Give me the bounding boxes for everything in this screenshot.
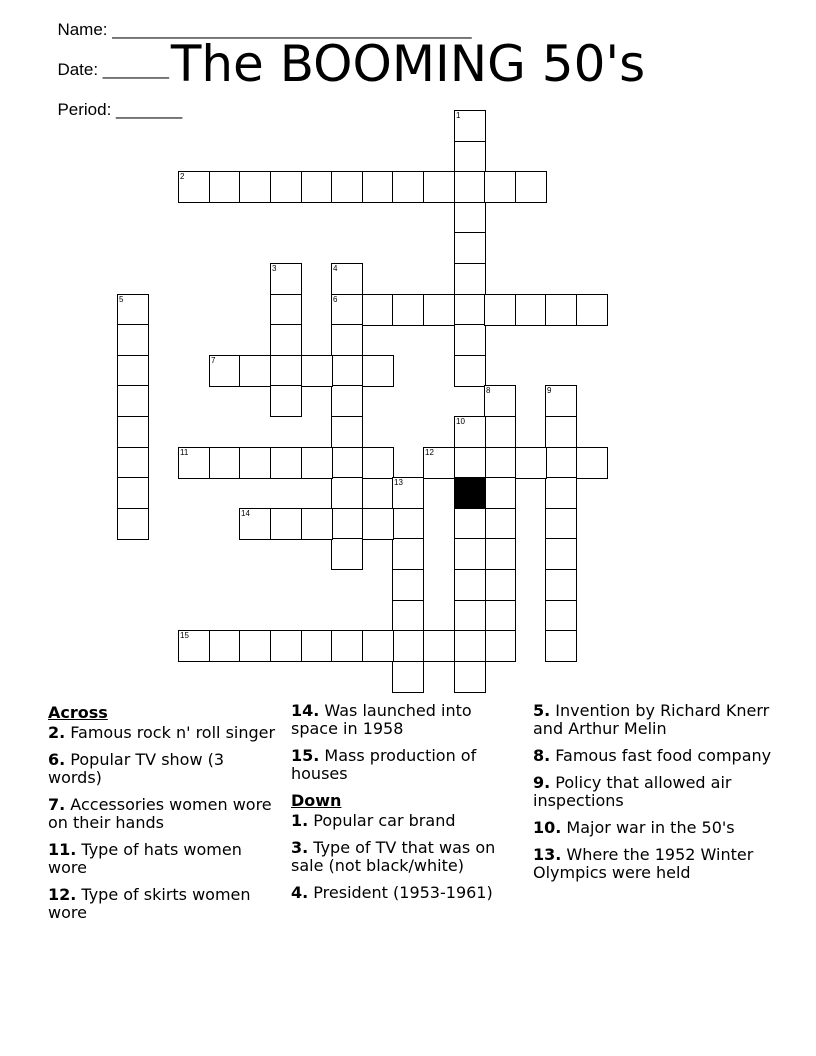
crossword-cell[interactable] bbox=[484, 294, 516, 326]
crossword-cell[interactable] bbox=[545, 630, 577, 662]
clue-number: 10 bbox=[456, 417, 465, 426]
crossword-cell[interactable] bbox=[454, 355, 486, 387]
crossword-cell[interactable] bbox=[454, 324, 486, 356]
crossword-cell[interactable] bbox=[515, 294, 547, 326]
crossword-cell[interactable] bbox=[362, 508, 394, 540]
clue-number: 5 bbox=[119, 295, 124, 304]
clue-number: 2. bbox=[48, 723, 66, 742]
clue-number: 7. bbox=[48, 795, 66, 814]
clue-text: Type of hats women wore bbox=[48, 840, 242, 877]
clue bbox=[291, 702, 521, 738]
clue-text: Popular car brand bbox=[308, 811, 456, 830]
clue-number: 5. bbox=[533, 701, 551, 720]
crossword-cell[interactable] bbox=[331, 294, 363, 326]
crossword-cell[interactable] bbox=[239, 447, 271, 479]
crossword-cell[interactable] bbox=[270, 324, 302, 356]
clue-number: 8. bbox=[533, 746, 551, 765]
clue-number: 7 bbox=[211, 356, 216, 365]
crossword-cell[interactable] bbox=[362, 447, 394, 479]
crossword-cell[interactable] bbox=[270, 447, 302, 479]
crossword-cell[interactable] bbox=[545, 569, 577, 601]
clue-number: 6. bbox=[48, 750, 66, 769]
clue-number: 12. bbox=[48, 885, 77, 904]
crossword-cell[interactable] bbox=[423, 630, 455, 662]
clue bbox=[291, 839, 521, 875]
crossword-cell[interactable] bbox=[576, 294, 608, 326]
crossword-cell[interactable] bbox=[270, 263, 302, 295]
crossword-cell[interactable] bbox=[117, 324, 149, 356]
crossword-cell[interactable] bbox=[301, 447, 333, 479]
crossword-cell[interactable] bbox=[392, 477, 424, 509]
crossword-cell[interactable] bbox=[239, 508, 271, 540]
crossword-cell[interactable] bbox=[117, 416, 149, 448]
across-heading: Across bbox=[48, 703, 108, 722]
crossword-cell[interactable] bbox=[331, 508, 363, 540]
clue bbox=[533, 702, 773, 738]
crossword-cell[interactable] bbox=[392, 294, 424, 326]
crossword-cell[interactable] bbox=[454, 232, 486, 264]
crossword-cell[interactable] bbox=[392, 171, 424, 203]
clue bbox=[291, 884, 521, 902]
crossword-cell[interactable] bbox=[484, 416, 516, 448]
clue-text: Mass production of houses bbox=[291, 746, 477, 783]
crossword-cell[interactable] bbox=[331, 416, 363, 448]
crossword-cell[interactable] bbox=[545, 385, 577, 417]
crossword-cell[interactable] bbox=[209, 355, 241, 387]
clue-text: Type of skirts women wore bbox=[48, 885, 251, 922]
clue bbox=[48, 724, 278, 742]
crossword-cell[interactable] bbox=[545, 538, 577, 570]
crossword-cell[interactable] bbox=[331, 263, 363, 295]
clue-number: 15 bbox=[180, 631, 189, 640]
clues-column-2 bbox=[291, 702, 521, 911]
clue-number: 12 bbox=[425, 448, 434, 457]
crossword-cell[interactable] bbox=[239, 355, 271, 387]
clue-number: 9. bbox=[533, 773, 551, 792]
crossword-cell[interactable] bbox=[392, 630, 424, 662]
crossword-cell[interactable] bbox=[454, 171, 486, 203]
crossword-cell[interactable] bbox=[545, 294, 577, 326]
crossword-cell[interactable] bbox=[545, 416, 577, 448]
crossword-cell[interactable] bbox=[484, 385, 516, 417]
clue-text: Accessories women wore on their hands bbox=[48, 795, 272, 832]
clue-number: 4 bbox=[333, 264, 338, 273]
crossword-cell[interactable] bbox=[178, 447, 210, 479]
crossword-cell[interactable] bbox=[484, 477, 516, 509]
crossword-cell[interactable] bbox=[331, 477, 363, 509]
crossword-cell[interactable] bbox=[454, 661, 486, 693]
crossword-cell[interactable] bbox=[362, 171, 394, 203]
crossword-cell[interactable] bbox=[270, 630, 302, 662]
crossword-cell[interactable] bbox=[331, 538, 363, 570]
crossword-cell[interactable] bbox=[301, 630, 333, 662]
clue-number: 11 bbox=[180, 448, 189, 457]
clue bbox=[48, 841, 278, 877]
crossword-cell[interactable] bbox=[392, 600, 424, 632]
crossword-cell[interactable] bbox=[392, 538, 424, 570]
crossword-cell[interactable] bbox=[270, 355, 302, 387]
clue-number: 4. bbox=[291, 883, 309, 902]
clue-text: Famous fast food company bbox=[550, 746, 772, 765]
crossword-cell[interactable] bbox=[239, 171, 271, 203]
clue bbox=[533, 774, 773, 810]
crossword-cell[interactable] bbox=[209, 171, 241, 203]
crossword-cell[interactable] bbox=[239, 630, 271, 662]
crossword-cell[interactable] bbox=[392, 661, 424, 693]
clue bbox=[533, 747, 773, 765]
crossword-cell[interactable] bbox=[331, 447, 363, 479]
crossword-cell[interactable] bbox=[209, 447, 241, 479]
crossword-cell[interactable] bbox=[270, 294, 302, 326]
clue bbox=[533, 846, 773, 882]
crossword-cell[interactable] bbox=[484, 447, 516, 479]
crossword-cell[interactable] bbox=[301, 171, 333, 203]
period-field-label: Period: _______ bbox=[57, 100, 183, 119]
crossword-cell[interactable] bbox=[545, 447, 577, 479]
crossword-cell[interactable] bbox=[178, 171, 210, 203]
clue bbox=[48, 796, 278, 832]
crossword-cell[interactable] bbox=[545, 600, 577, 632]
clues-column-1 bbox=[48, 702, 278, 931]
crossword-cell[interactable] bbox=[454, 600, 486, 632]
name-field-label: Name: ______________________________________ bbox=[57, 20, 472, 39]
crossword-cell[interactable] bbox=[484, 171, 516, 203]
crossword-cell[interactable] bbox=[454, 508, 486, 540]
crossword-cell[interactable] bbox=[515, 447, 547, 479]
clue bbox=[291, 812, 521, 830]
crossword-cell[interactable] bbox=[270, 171, 302, 203]
crossword-cell[interactable] bbox=[331, 385, 363, 417]
crossword-cell[interactable] bbox=[454, 202, 486, 234]
crossword-cell[interactable] bbox=[331, 355, 363, 387]
clue-text: President (1953-1961) bbox=[308, 883, 493, 902]
crossword-cell[interactable] bbox=[576, 447, 608, 479]
clue-number: 3. bbox=[291, 838, 309, 857]
clue-text: Where the 1952 Winter Olympics were held bbox=[533, 845, 754, 882]
crossword-cell[interactable] bbox=[362, 630, 394, 662]
crossword-cell[interactable] bbox=[545, 477, 577, 509]
crossword-cell[interactable] bbox=[362, 355, 394, 387]
crossword-cell[interactable] bbox=[178, 630, 210, 662]
crossword-cell[interactable] bbox=[117, 294, 149, 326]
clue bbox=[48, 886, 278, 922]
clue-number: 14 bbox=[241, 509, 250, 518]
crossword-cell[interactable] bbox=[454, 263, 486, 295]
crossword-cell[interactable] bbox=[454, 141, 486, 173]
clue-text: Type of TV that was on sale (not black/white) bbox=[291, 838, 496, 875]
clue-number: 8 bbox=[486, 386, 491, 395]
crossword-cell[interactable] bbox=[454, 538, 486, 570]
clue-text: Popular TV show (3 words) bbox=[48, 750, 225, 787]
puzzle-title: The BOOMING 50's bbox=[170, 35, 646, 93]
clue-number: 9 bbox=[547, 386, 552, 395]
clue-text: Policy that allowed air inspections bbox=[533, 773, 732, 810]
down-heading: Down bbox=[291, 791, 342, 810]
crossword-cell[interactable] bbox=[270, 508, 302, 540]
crossword-cell[interactable] bbox=[331, 171, 363, 203]
crossword-cell[interactable] bbox=[392, 569, 424, 601]
clue-number: 15. bbox=[291, 746, 320, 765]
crossword-cell[interactable] bbox=[362, 294, 394, 326]
crossword-cell[interactable] bbox=[484, 508, 516, 540]
date-field-label: Date: _______ bbox=[57, 60, 169, 79]
clue bbox=[291, 747, 521, 783]
clue-number: 1 bbox=[456, 111, 461, 120]
clues-column-3 bbox=[533, 702, 773, 891]
clue-number: 1. bbox=[291, 811, 309, 830]
crossword-cell[interactable] bbox=[331, 324, 363, 356]
crossword-cell[interactable] bbox=[117, 477, 149, 509]
clue-number: 14. bbox=[291, 701, 320, 720]
crossword-cell[interactable] bbox=[117, 355, 149, 387]
crossword-cell[interactable] bbox=[454, 630, 486, 662]
clue-number: 3 bbox=[272, 264, 277, 273]
clue-number: 11. bbox=[48, 840, 77, 859]
clue-number: 6 bbox=[333, 295, 338, 304]
clue-number: 13 bbox=[394, 478, 403, 487]
crossword-cell[interactable] bbox=[545, 508, 577, 540]
crossword-cell[interactable] bbox=[484, 630, 516, 662]
crossword-cell[interactable] bbox=[484, 569, 516, 601]
crossword-cell[interactable] bbox=[454, 294, 486, 326]
crossword-cell[interactable] bbox=[454, 110, 486, 142]
crossword-cell[interactable] bbox=[331, 630, 363, 662]
crossword-cell[interactable] bbox=[515, 171, 547, 203]
crossword-cell[interactable] bbox=[454, 416, 486, 448]
black-square bbox=[454, 477, 486, 509]
clue bbox=[48, 751, 278, 787]
clue-text: Was launched into space in 1958 bbox=[291, 701, 472, 738]
crossword-cell[interactable] bbox=[392, 508, 424, 540]
clue-text: Major war in the 50's bbox=[561, 818, 735, 837]
clue-text: Famous rock n' roll singer bbox=[65, 723, 276, 742]
crossword-cell[interactable] bbox=[423, 294, 455, 326]
crossword-cell[interactable] bbox=[454, 569, 486, 601]
crossword-cell[interactable] bbox=[209, 630, 241, 662]
clue-number: 13. bbox=[533, 845, 562, 864]
crossword-cell[interactable] bbox=[301, 508, 333, 540]
crossword-cell[interactable] bbox=[117, 447, 149, 479]
crossword-cell[interactable] bbox=[117, 385, 149, 417]
crossword-cell[interactable] bbox=[423, 447, 455, 479]
crossword-cell[interactable] bbox=[270, 385, 302, 417]
crossword-cell[interactable] bbox=[423, 171, 455, 203]
clue-number: 2 bbox=[180, 172, 185, 181]
clue bbox=[533, 819, 773, 837]
crossword-cell[interactable] bbox=[484, 538, 516, 570]
crossword-cell[interactable] bbox=[484, 600, 516, 632]
clue-text: Invention by Richard Knerr and Arthur Melin bbox=[533, 701, 770, 738]
crossword-cell[interactable] bbox=[454, 447, 486, 479]
crossword-cell[interactable] bbox=[301, 355, 333, 387]
crossword-cell[interactable] bbox=[117, 508, 149, 540]
clue-number: 10. bbox=[533, 818, 562, 837]
